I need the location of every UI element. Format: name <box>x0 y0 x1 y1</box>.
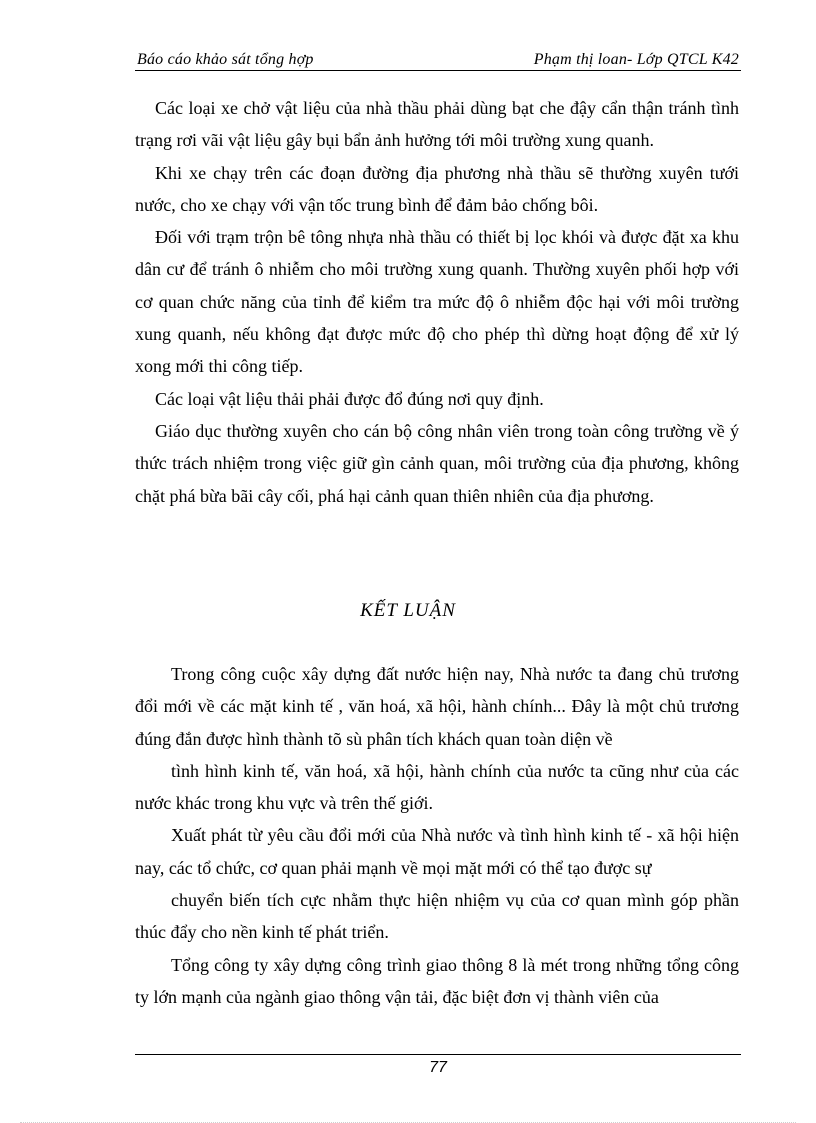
conclusion-heading: KẾT LUẬN <box>360 600 456 621</box>
paragraph: Trong công cuộc xây dựng đất nước hiện nay, Nhà nước ta đang chủ trương đổi mới về các mặt kinh tế , văn hoá, xã hội, hành chính... Đây là một chủ trương đúng đắn được hình thành tõ sù phân tích khách quan toàn diện về <box>135 664 739 749</box>
paragraph: Các loại xe chở vật liệu của nhà thầu phải dùng bạt che đậy cẩn thận tránh tình trạng rơi vãi vật liệu gây bụi bẩn ảnh hưởng tới môi trường xung quanh. <box>135 98 739 151</box>
paragraph: Các loại vật liệu thải phải được đổ đúng nơi quy định. <box>155 388 544 409</box>
paragraph: chuyển biến tích cực nhằm thực hiện nhiệm vụ của cơ quan mình góp phần thúc đẩy cho nền kinh tế phát triển. <box>135 890 739 943</box>
page-footer <box>135 1054 741 1076</box>
page-number: 77 <box>429 1059 447 1076</box>
paragraph: Giáo dục thường xuyên cho cán bộ công nhân viên trong toàn công trường về ý thức trách nhiệm trong việc giữ gìn cảnh quan, môi trường của địa phương, không chặt phá bừa bãi cây cối, phá hại cảnh quan thiên nhiên của địa phương. <box>135 420 739 506</box>
paragraph: Khi xe chạy trên các đoạn đường địa phương nhà thầu sẽ thường xuyên tưới nước, cho xe chạy với vận tốc trung bình để đảm bảo chống bôi. <box>135 162 739 215</box>
paragraph: Xuất phát từ yêu cầu đổi mới của Nhà nước và tình hình kinh tế - xã hội hiện nay, các tổ chức, cơ quan phải mạnh về mọi mặt mới có thể tạo được sự <box>135 825 739 878</box>
header-author-class: Phạm thị loan- Lớp QTCL K42 <box>533 51 739 68</box>
paragraph: Tổng công ty xây dựng công trình giao thông 8 là mét trong những tổng công ty lớn mạnh của ngành giao thông vận tải, đặc biệt đơn vị thành viên của <box>135 954 739 1007</box>
header-report-title: Báo cáo khảo sát tổng hợp <box>137 51 314 68</box>
paragraph: tình hình kinh tế, văn hoá, xã hội, hành chính của nước ta cũng như của các nước khác trong khu vực và trên thế giới. <box>135 760 739 814</box>
conclusion-section <box>135 658 739 1013</box>
paragraph: Đối với trạm trộn bê tông nhựa nhà thầu có thiết bị lọc khói và được đặt xa khu dân cư để tránh ô nhiễm cho môi trường xung quanh. Thường xuyên phối hợp với cơ quan chức năng của tỉnh để kiểm tra mức độ ô nhiễm độc hại với môi trường xung quanh, nếu không đạt được mức độ cho phép thì dừng hoạt động để xử lý xong mới thi công tiếp. <box>135 227 739 377</box>
page-header <box>135 50 741 71</box>
environment-measures-section <box>135 92 739 512</box>
